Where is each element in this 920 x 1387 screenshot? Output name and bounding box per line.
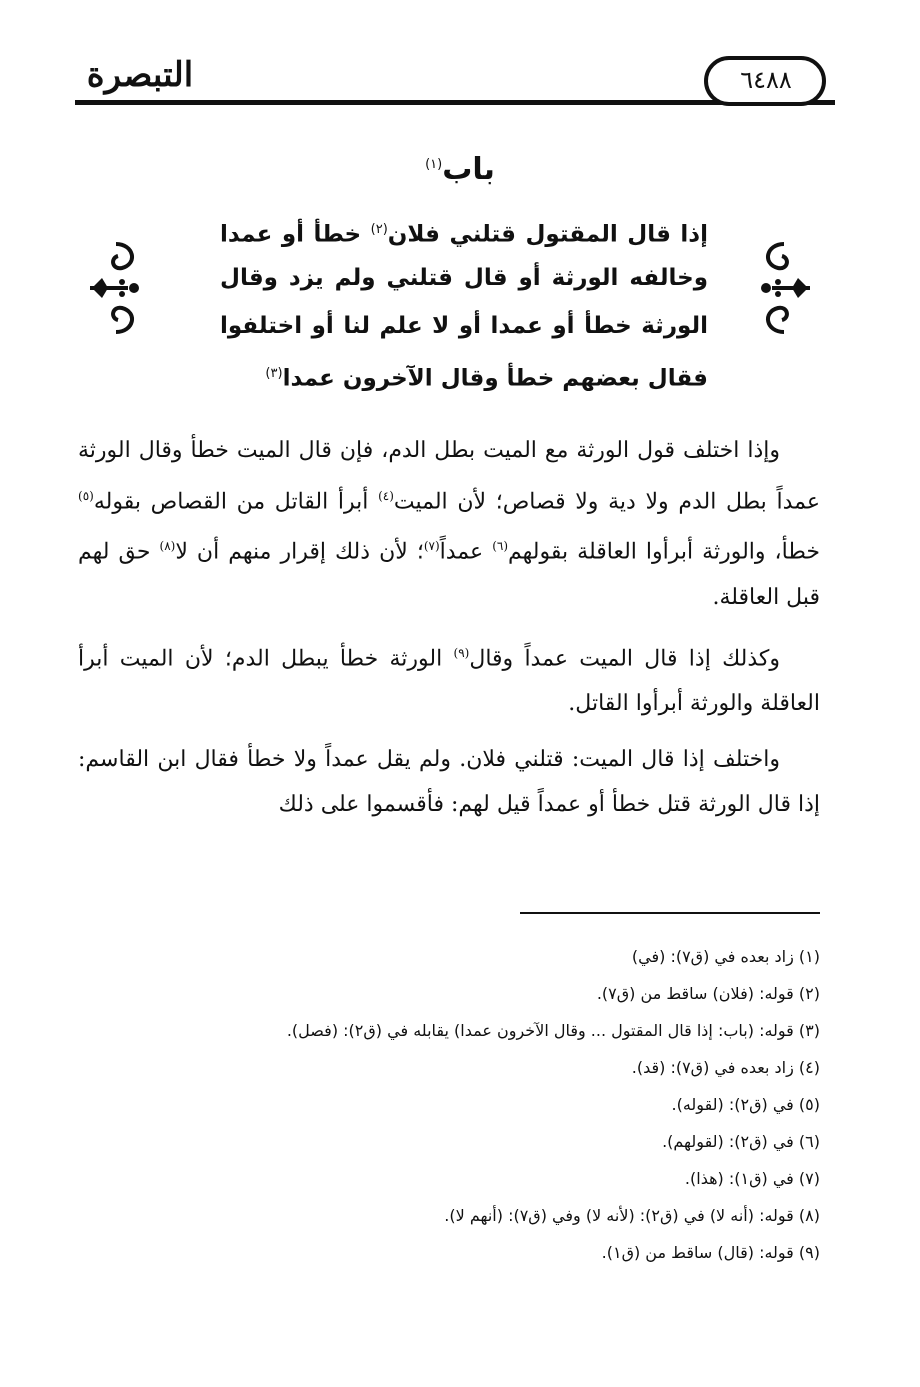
chapter-heading (300, 140, 620, 190)
footnote-marker: (٣) (265, 366, 283, 381)
floral-ornament-icon (84, 238, 148, 338)
paragraph: وكذلك إذا قال الميت عمداً وقال$^{(٩)}$ الورثة خطأ يبطل الدم؛ لأن الميت أبرأ العاقلة والورثة أبرأوا القاتل. (78, 645, 820, 717)
footnote: (٦) في (ق٢): (لقولهم). (662, 1132, 820, 1151)
floral-ornament-icon (752, 238, 816, 338)
section-title-line: وخالفه الورثة أو قال قتلني ولم يزد وقال (220, 265, 708, 291)
footnote-marker: (٨) (159, 539, 176, 554)
footnote: (٢) قوله: (فلان) ساقط من (ق٧). (596, 984, 820, 1003)
section-title-line: الورثة خطأ أو عمدا أو لا علم لنا أو اختلفوا (220, 313, 708, 339)
footnote: (٩) قوله: (قال) ساقط من (ق١). (601, 1243, 820, 1262)
chapter-heading-text: باب (442, 152, 495, 187)
body-text (78, 428, 820, 838)
footnotes (120, 938, 820, 1271)
footnote: (٧) في (ق١): (هذا). (684, 1169, 820, 1188)
page-number: ٦٤٨٨ (740, 66, 792, 94)
footnote-marker: (٦) (492, 539, 509, 554)
footnote-marker: (٧) (423, 539, 440, 554)
footnote: (١) زاد بعده في (ق٧): (في) (631, 947, 820, 966)
footnote-separator (520, 912, 820, 914)
footnote: (٣) قوله: (باب: إذا قال المقتول ... وقال الآخرون عمدا) يقابله في (ق٢): (فصل). (286, 1021, 820, 1040)
footnote-marker: (٥) (78, 488, 94, 503)
footnote-marker: (٢) (370, 222, 388, 237)
paragraph: وإذا اختلف قول الورثة مع الميت بطل الدم، فإن قال الميت خطأ وقال الورثة عمداً بطل الدم ولا دية ولا قصاص؛ لأن الميت$^{(٤)}$ أبرأ القاتل من القصاص بقوله$^{(٥)}$ خطأ، والورثة أبرأوا العاقلة بقولهم$^{(٦)}$ عمداً$^{(٧)}$؛ لأن ذلك إقرار منهم أن لا$^{(٨)}$ حق لهم قبل العاقلة. (78, 438, 821, 611)
section-title-line: فقال بعضهم خطأ وقال الآخرون عمدا$^{(٣)}$ (265, 365, 708, 392)
footnote: (٨) قوله: (أنه لا) في (ق٢): (لأنه لا) وفي (ق٧): (أنهم لا). (444, 1206, 820, 1225)
footnote: (٤) زاد بعده في (ق٧): (قد). (631, 1058, 820, 1077)
footnote-marker: (٩) (453, 645, 470, 660)
section-title-line: إذا قال المقتول قتلني فلان$^{(٢)}$ خطأ أو عمدا (220, 221, 708, 248)
paragraph: واختلف إذا قال الميت: قتلني فلان. ولم يقل عمداً ولا خطأ فقال ابن القاسم: إذا قال الورثة قتل خطأ أو عمداً قيل لهم: فأقسموا على ذلك (78, 746, 820, 818)
footnote-marker: (١) (425, 157, 443, 172)
running-header-book-title: التبصرة (86, 55, 194, 95)
footnote-marker: (٤) (378, 488, 394, 503)
section-title-block (220, 206, 708, 406)
footnote: (٥) في (ق٢): (لقوله). (671, 1095, 820, 1114)
